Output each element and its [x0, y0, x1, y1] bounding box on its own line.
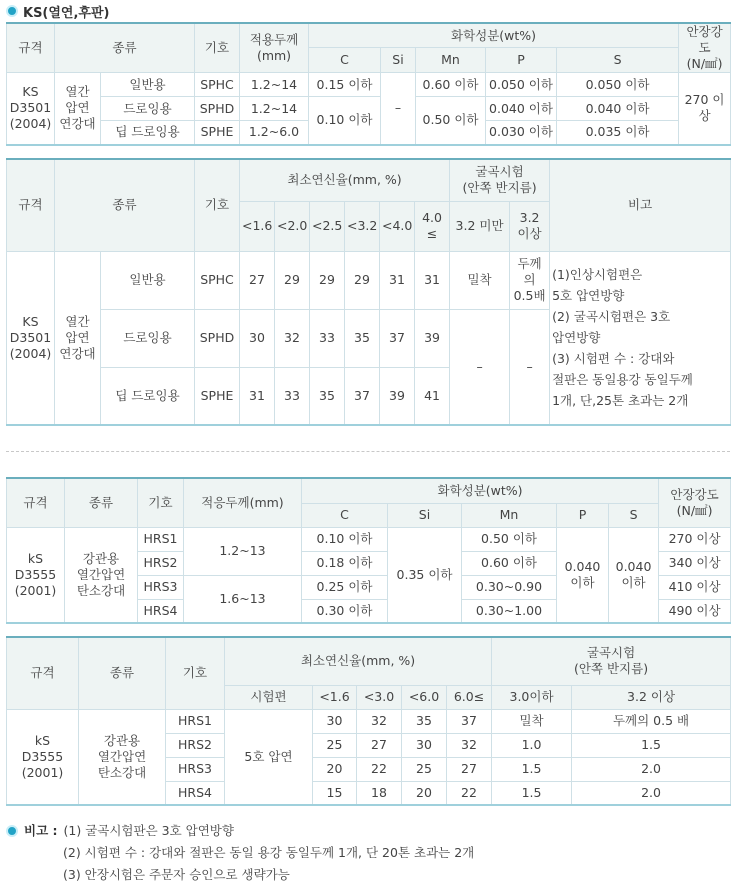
- header-mn: Mn: [416, 48, 486, 73]
- value-cell: 30: [402, 733, 447, 757]
- header-std: 규격: [7, 478, 65, 527]
- bend-cell: –: [510, 309, 550, 425]
- kind-cell: 드로잉용: [101, 309, 195, 367]
- bend-cell: 1.5: [492, 757, 572, 781]
- col-header: <4.0: [380, 201, 415, 251]
- value-cell: 39: [415, 309, 450, 367]
- col-header: <2.5: [310, 201, 345, 251]
- value-cell: 22: [447, 781, 492, 805]
- bullet-icon: [6, 825, 18, 837]
- value-cell: 25: [402, 757, 447, 781]
- value-cell: 32: [357, 709, 402, 733]
- value-cell: 20: [313, 757, 357, 781]
- table-ks-d3501-elong: [6, 158, 731, 426]
- header-bend: 굴곡시험 (안쪽 반지름): [492, 637, 731, 685]
- note-line: (1) 굴곡시험판은 3호 압연방향: [63, 823, 234, 838]
- thickness-cell: 1.2~6.0: [240, 121, 309, 145]
- table-ks-d3501-chem: [6, 22, 731, 146]
- value-cell: 35: [345, 309, 380, 367]
- si-cell: 0.35 이하: [388, 527, 462, 623]
- header-si: Si: [388, 503, 462, 527]
- symbol-cell: SPHC: [195, 73, 240, 97]
- bend-cell: 1.0: [492, 733, 572, 757]
- bend-cell: 1.5: [572, 733, 731, 757]
- value-cell: 32: [275, 309, 310, 367]
- bend-cell: 두께의 0.5배: [510, 251, 550, 309]
- col-header: <6.0: [402, 685, 447, 709]
- dashed-divider: [6, 451, 730, 452]
- symbol-cell: HRS1: [138, 527, 184, 551]
- kind-cell: 일반용: [101, 251, 195, 309]
- value-cell: 41: [415, 367, 450, 425]
- header-mn: Mn: [462, 503, 557, 527]
- value-cell: 30: [313, 709, 357, 733]
- bend-cell: 2.0: [572, 757, 731, 781]
- thickness-cell: 1.2~13: [184, 527, 302, 575]
- symbol-cell: HRS4: [166, 781, 225, 805]
- value-cell: 27: [240, 251, 275, 309]
- header-bend: 굴곡시험 (안쪽 반지름): [450, 159, 550, 201]
- std-cell: kS D3555 (2001): [7, 709, 79, 805]
- tensile-cell: 270 이상: [659, 527, 731, 551]
- header-type: 종류: [65, 478, 138, 527]
- p-cell: 0.030 이하: [486, 121, 557, 145]
- header-symbol: 기호: [138, 478, 184, 527]
- bend-cell: –: [450, 309, 510, 425]
- value-cell: 35: [310, 367, 345, 425]
- value-cell: 30: [240, 309, 275, 367]
- value-cell: 18: [357, 781, 402, 805]
- header-elongation: 최소연신율(mm, %): [240, 159, 450, 201]
- col-header: <1.6: [313, 685, 357, 709]
- header-std: 규격: [7, 23, 55, 73]
- p-cell: 0.050 이하: [486, 73, 557, 97]
- symbol-cell: HRS2: [166, 733, 225, 757]
- header-si: Si: [381, 48, 416, 73]
- c-cell: 0.10 이하: [309, 97, 381, 145]
- value-cell: 35: [402, 709, 447, 733]
- notes-label: 비고 :: [24, 823, 58, 838]
- type-cell: 열간 압연 연강대: [55, 73, 101, 145]
- header-tensile: 안장강도 (N/㎟): [679, 23, 731, 73]
- value-cell: 27: [357, 733, 402, 757]
- s-cell: 0.035 이하: [557, 121, 679, 145]
- thickness-cell: 1.6~13: [184, 575, 302, 623]
- symbol-cell: SPHD: [195, 309, 240, 367]
- symbol-cell: HRS3: [166, 757, 225, 781]
- header-chem: 화학성분(wt%): [302, 478, 659, 503]
- type-cell: 열간 압연 연강대: [55, 251, 101, 425]
- thickness-cell: 1.2~14: [240, 73, 309, 97]
- value-cell: 31: [240, 367, 275, 425]
- kind-cell: 딥 드로잉용: [101, 121, 195, 145]
- c-cell: 0.15 이하: [309, 73, 381, 97]
- header-thickness: 적응두께(mm): [184, 478, 302, 527]
- tensile-cell: 410 이상: [659, 575, 731, 599]
- value-cell: 29: [275, 251, 310, 309]
- mn-cell: 0.50 이하: [462, 527, 557, 551]
- kind-cell: 딥 드로잉용: [101, 367, 195, 425]
- col-header: 3.2 미만: [450, 201, 510, 251]
- section-title-text: KS(열연,후판): [23, 5, 110, 21]
- col-header: 3.2 이상: [510, 201, 550, 251]
- mn-cell: 0.30~1.00: [462, 599, 557, 623]
- p-cell: 0.040 이하: [486, 97, 557, 121]
- p-cell: 0.040 이하: [557, 527, 609, 623]
- kind-cell: 드로잉용: [101, 97, 195, 121]
- note-line: (2) 시험편 수 : 강대와 절판은 동일 용강 동일두께 1개, 단 20톤 초과는 2개: [63, 845, 475, 860]
- tensile-cell: 490 이상: [659, 599, 731, 623]
- si-cell: –: [381, 73, 416, 145]
- col-header: <3.2: [345, 201, 380, 251]
- value-cell: 31: [380, 251, 415, 309]
- std-cell: KS D3501 (2004): [7, 251, 55, 425]
- col-header: <2.0: [275, 201, 310, 251]
- header-chem: 화학성분(wt%): [309, 23, 679, 48]
- header-s: S: [609, 503, 659, 527]
- remark-cell: (1)인상시험편은 5호 압연방향 (2) 굴곡시험편은 3호 압연방향 (3) 시험편 수 : 강대와 절판은 동일용강 동일두께 1개, 단,25톤 초과는 2개: [550, 251, 731, 425]
- col-header: 6.0≤: [447, 685, 492, 709]
- col-header: 3.0이하: [492, 685, 572, 709]
- thickness-cell: 1.2~14: [240, 97, 309, 121]
- bend-cell: 1.5: [492, 781, 572, 805]
- header-std: 규격: [7, 159, 55, 251]
- mn-cell: 0.60 이하: [416, 73, 486, 97]
- bend-cell: 2.0: [572, 781, 731, 805]
- header-tensile: 안장강도 (N/㎟): [659, 478, 731, 527]
- header-symbol: 기호: [166, 637, 225, 709]
- header-p: P: [557, 503, 609, 527]
- bend-cell: 두께의 0.5 배: [572, 709, 731, 733]
- value-cell: 25: [313, 733, 357, 757]
- header-symbol: 기호: [195, 23, 240, 73]
- s-cell: 0.040 이하: [609, 527, 659, 623]
- col-header: 4.0 ≤: [415, 201, 450, 251]
- c-cell: 0.30 이하: [302, 599, 388, 623]
- col-header: <1.6: [240, 201, 275, 251]
- value-cell: 33: [310, 309, 345, 367]
- notes-block: [6, 820, 474, 886]
- bullet-icon: [6, 5, 18, 17]
- symbol-cell: HRS4: [138, 599, 184, 623]
- value-cell: 29: [345, 251, 380, 309]
- kind-cell: 일반용: [101, 73, 195, 97]
- value-cell: 27: [447, 757, 492, 781]
- type-cell: 강관용 열간압연 탄소강대: [79, 709, 166, 805]
- mn-cell: 0.60 이하: [462, 551, 557, 575]
- tensile-cell: 270 이상: [679, 73, 731, 145]
- value-cell: 37: [345, 367, 380, 425]
- header-symbol: 기호: [195, 159, 240, 251]
- header-elongation: 최소연신율(mm, %): [225, 637, 492, 685]
- header-remark: 비고: [550, 159, 731, 251]
- header-type: 종류: [55, 159, 195, 251]
- bend-cell: 밀착: [492, 709, 572, 733]
- value-cell: 22: [357, 757, 402, 781]
- header-type: 종류: [55, 23, 195, 73]
- note-line: (3) 안장시험은 주문자 승인으로 생략가능: [63, 867, 290, 882]
- col-header: <3.0: [357, 685, 402, 709]
- s-cell: 0.040 이하: [557, 97, 679, 121]
- symbol-cell: SPHD: [195, 97, 240, 121]
- c-cell: 0.18 이하: [302, 551, 388, 575]
- mn-cell: 0.30~0.90: [462, 575, 557, 599]
- header-std: 규격: [7, 637, 79, 709]
- value-cell: 29: [310, 251, 345, 309]
- std-cell: kS D3555 (2001): [7, 527, 65, 623]
- std-cell: KS D3501 (2004): [7, 73, 55, 145]
- value-cell: 32: [447, 733, 492, 757]
- section-title: [6, 2, 110, 20]
- table-ks-d3555-chem: [6, 477, 731, 624]
- symbol-cell: SPHE: [195, 367, 240, 425]
- bend-cell: 밀착: [450, 251, 510, 309]
- value-cell: 31: [415, 251, 450, 309]
- value-cell: 33: [275, 367, 310, 425]
- header-c: C: [309, 48, 381, 73]
- value-cell: 15: [313, 781, 357, 805]
- symbol-cell: HRS1: [166, 709, 225, 733]
- header-type: 종류: [79, 637, 166, 709]
- value-cell: 37: [447, 709, 492, 733]
- header-c: C: [302, 503, 388, 527]
- s-cell: 0.050 이하: [557, 73, 679, 97]
- header-s: S: [557, 48, 679, 73]
- symbol-cell: HRS2: [138, 551, 184, 575]
- symbol-cell: SPHE: [195, 121, 240, 145]
- c-cell: 0.10 이하: [302, 527, 388, 551]
- header-p: P: [486, 48, 557, 73]
- tensile-cell: 340 이상: [659, 551, 731, 575]
- symbol-cell: HRS3: [138, 575, 184, 599]
- value-cell: 37: [380, 309, 415, 367]
- header-thickness: 적용두께 (mm): [240, 23, 309, 73]
- value-cell: 20: [402, 781, 447, 805]
- mn-cell: 0.50 이하: [416, 97, 486, 145]
- col-header: 3.2 이상: [572, 685, 731, 709]
- table-ks-d3555-elong: [6, 636, 731, 806]
- type-cell: 강관용 열간압연 탄소강대: [65, 527, 138, 623]
- col-header: 시험편: [225, 685, 313, 709]
- symbol-cell: SPHC: [195, 251, 240, 309]
- c-cell: 0.25 이하: [302, 575, 388, 599]
- value-cell: 39: [380, 367, 415, 425]
- specimen-cell: 5호 압연: [225, 709, 313, 805]
